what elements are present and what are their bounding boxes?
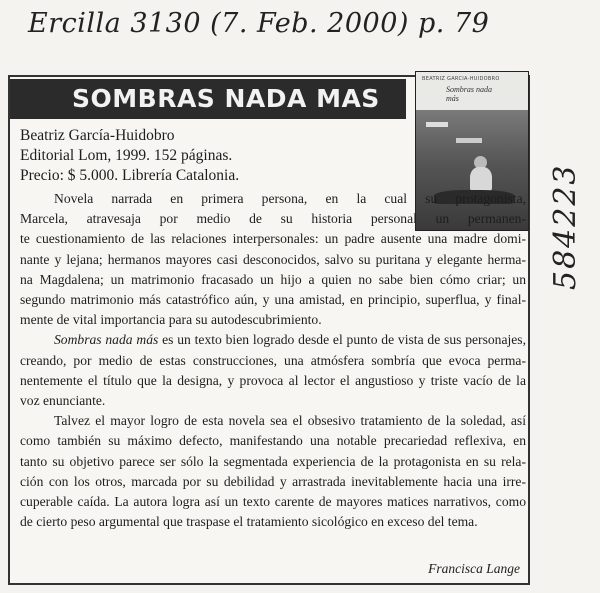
text-line: te cuestionamiento de las relaciones interpersonales: un padre ausente una madre domi- <box>20 231 526 247</box>
newspaper-clipping <box>8 75 530 585</box>
text-line: Marcela, atravesaja por medio de su historia personal un permanen- <box>20 211 526 227</box>
text-line: segundo matrimonio más catastrófico aún, y una amistad, en principio, superflua, y final- <box>20 292 526 308</box>
book-price: Precio: $ 5.000. Librería Catalonia. <box>20 167 240 184</box>
text-line: nante y lejana; hermanos mayores casi desconocidos, salvo su puritana y elegante herma- <box>20 251 526 267</box>
review-paragraph <box>20 411 526 532</box>
text-line: na Magdalena; un matrimonio fracasado un hijo a quien no sabe bien cómo criar; un <box>20 271 526 287</box>
book-cover-title: Sombras nada más <box>446 85 493 103</box>
text-line: nentemente el título que la designa, y provoca al lector el angustioso y triste vacío de la <box>20 372 526 388</box>
handwritten-catalog-number: 584223 <box>548 163 583 290</box>
cover-lamp <box>456 138 482 143</box>
text-line: tanto su objetivo parece ser sólo la segmentada experiencia de la protagonista en su rela- <box>20 453 526 469</box>
review-paragraph <box>20 189 526 330</box>
text-line: Sombras nada más es un texto bien logrado desde el punto de vista de sus personajes, <box>54 332 526 348</box>
book-publisher: Editorial Lom, 1999. 152 páginas. <box>20 147 233 164</box>
text-line: de cierto peso argumental que traspase el tratamiento sicológico en exceso del tema. <box>20 514 478 530</box>
cover-lamp <box>426 122 448 127</box>
text-line: creando, por medio de estas construcciones, una atmósfera sombría que evoca perma- <box>20 352 526 368</box>
text-line: Novela narrada en primera persona, en la cual su protagonista, <box>54 191 526 206</box>
book-cover-author: BEATRIZ GARCIA-HUIDOBRO <box>422 76 500 82</box>
review-signature: Francisca Lange <box>428 561 520 576</box>
text-line: mente de vital importancia para su autodescubrimiento. <box>20 312 322 328</box>
book-author: Beatriz García-Huidobro <box>20 127 175 144</box>
book-title-inline: Sombras nada más <box>54 332 159 348</box>
book-metadata <box>20 126 239 186</box>
article-title: SOMBRAS NADA MAS <box>72 84 380 113</box>
text-line: cuperable caída. La autora logra así un texto carente de mayores matices narrativos, como <box>20 494 526 510</box>
handwritten-source-note: Ercilla 3130 (7. Feb. 2000) p. 79 <box>28 8 490 39</box>
text-line: voz enunciante. <box>20 393 106 409</box>
title-banner <box>10 79 406 119</box>
text-line: Talvez el mayor logro de esta novela sea el obsesivo tratamiento de la soledad, así <box>54 413 526 429</box>
review-paragraph <box>20 330 526 411</box>
book-cover-header <box>416 72 528 110</box>
review-body <box>20 189 526 532</box>
text-line: como también su máximo defecto, manifestando una notable precariedad reflexiva, en <box>20 433 526 449</box>
text-line: ción con los otros, marcada por su debilidad y arrastrada inevitablemente hacia una irre- <box>20 473 526 489</box>
